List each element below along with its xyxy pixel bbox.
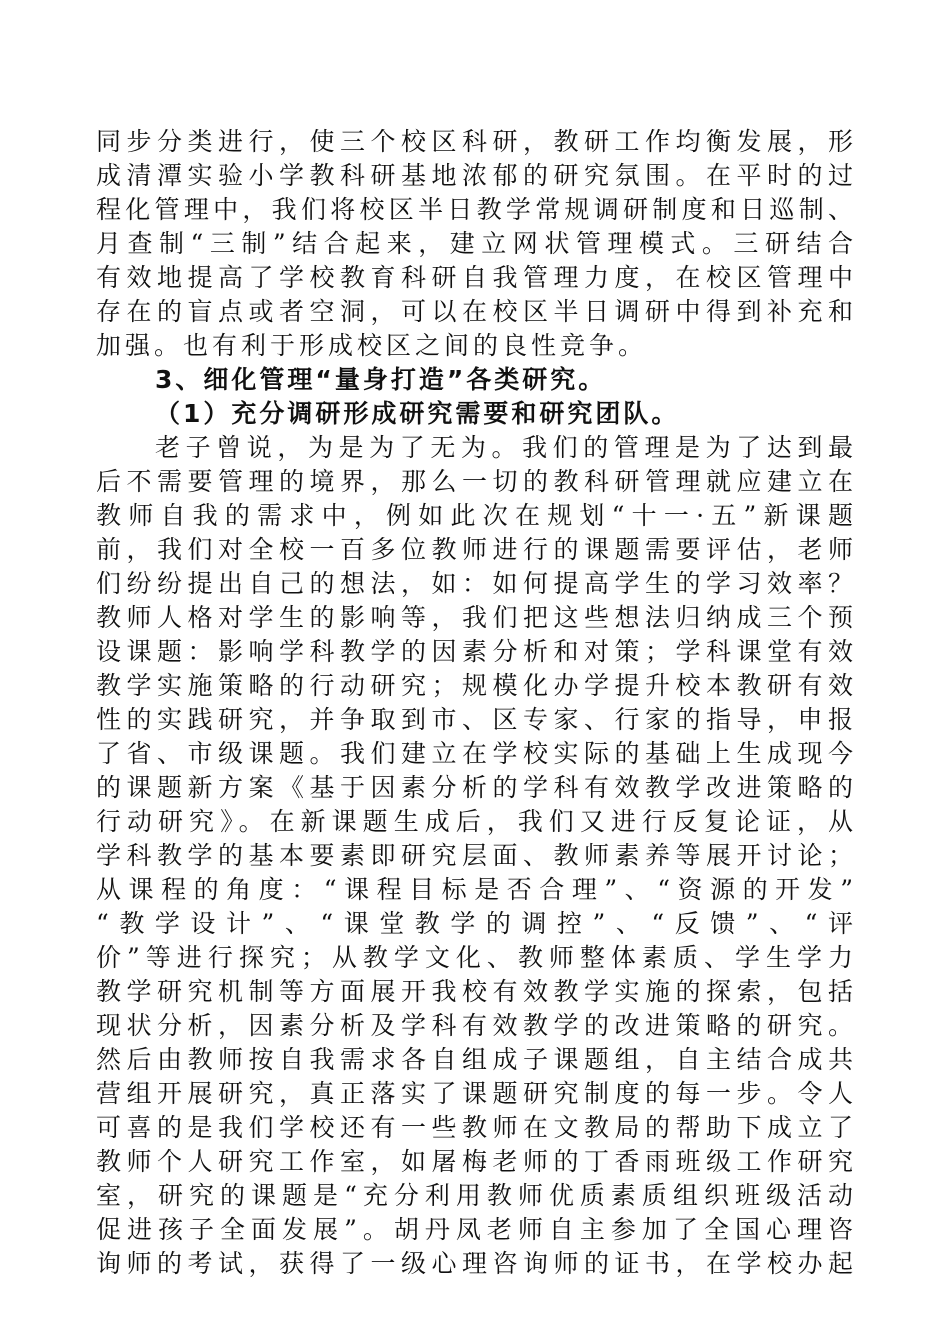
- body-line: 后不需要管理的境界，那么一切的教科研管理就应建立在: [96, 467, 853, 496]
- body-line: 存在的盲点或者空洞，可以在校区半日调研中得到补充和: [96, 297, 853, 326]
- body-line: 教学研究机制等方面展开我校有效教学实施的探索，包括: [96, 977, 853, 1006]
- body-line: 程化管理中，我们将校区半日教学常规调研制度和日巡制、: [96, 195, 853, 224]
- body-line: 然后由教师按自我需求各自组成子课题组，自主结合成共: [96, 1045, 853, 1074]
- subsection-heading: （1）充分调研形成研究需要和研究团队。: [155, 399, 680, 428]
- body-line: 前，我们对全校一百多位教师进行的课题需要评估，老师: [96, 535, 853, 564]
- body-line: 教师自我的需求中，例如此次在规划“十一·五”新课题: [96, 501, 853, 530]
- body-line: 的课题新方案《基于因素分析的学科有效教学改进策略的: [96, 773, 853, 802]
- body-line: 月查制“三制”结合起来，建立网状管理模式。三研结合: [96, 229, 853, 258]
- body-line: 加强。也有利于形成校区之间的良性竞争。: [96, 331, 648, 360]
- body-line: 了省、市级课题。我们建立在学校实际的基础上生成现今: [96, 739, 853, 768]
- body-line: 询师的考试，获得了一级心理咨询师的证书，在学校办起: [96, 1249, 853, 1278]
- body-line: 可喜的是我们学校还有一些教师在文教局的帮助下成立了: [96, 1113, 853, 1142]
- body-line: 室，研究的课题是“充分利用教师优质素质组织班级活动: [96, 1181, 853, 1210]
- body-line: 有效地提高了学校教育科研自我管理力度，在校区管理中: [96, 263, 853, 292]
- body-line: “教学设计”、“课堂教学的调控”、“反馈”、“评: [96, 909, 853, 938]
- body-line: 从课程的角度：“课程目标是否合理”、“资源的开发”: [96, 875, 853, 904]
- body-line: 设课题：影响学科教学的因素分析和对策；学科课堂有效: [96, 637, 853, 666]
- section-heading: 3、细化管理“量身打造”各类研究。: [155, 365, 607, 394]
- body-line: 性的实践研究，并争取到市、区专家、行家的指导，申报: [96, 705, 853, 734]
- body-line: 学科教学的基本要素即研究层面、教师素养等展开讨论；: [96, 841, 853, 870]
- body-line: 教师人格对学生的影响等，我们把这些想法归纳成三个预: [96, 603, 853, 632]
- body-line: 营组开展研究，真正落实了课题研究制度的每一步。令人: [96, 1079, 853, 1108]
- body-line: 同步分类进行，使三个校区科研，教研工作均衡发展，形: [96, 127, 853, 156]
- body-line: 们纷纷提出自己的想法，如：如何提高学生的学习效率？: [96, 569, 853, 598]
- body-line: 促进孩子全面发展”。胡丹凤老师自主参加了全国心理咨: [96, 1215, 853, 1244]
- body-line: 价”等进行探究；从教学文化、教师整体素质、学生学力: [96, 943, 853, 972]
- body-line: 成清潭实验小学教科研基地浓郁的研究氛围。在平时的过: [96, 161, 853, 190]
- body-line: 现状分析，因素分析及学科有效教学的改进策略的研究。: [96, 1011, 853, 1040]
- body-line: 行动研究》。在新课题生成后，我们又进行反复论证，从: [96, 807, 853, 836]
- body-line: 教师个人研究工作室，如屠梅老师的丁香雨班级工作研究: [96, 1147, 853, 1176]
- paragraph-first-line: 老子曾说，为是为了无为。我们的管理是为了达到最: [155, 433, 853, 462]
- body-line: 教学实施策略的行动研究；规模化办学提升校本教研有效: [96, 671, 853, 700]
